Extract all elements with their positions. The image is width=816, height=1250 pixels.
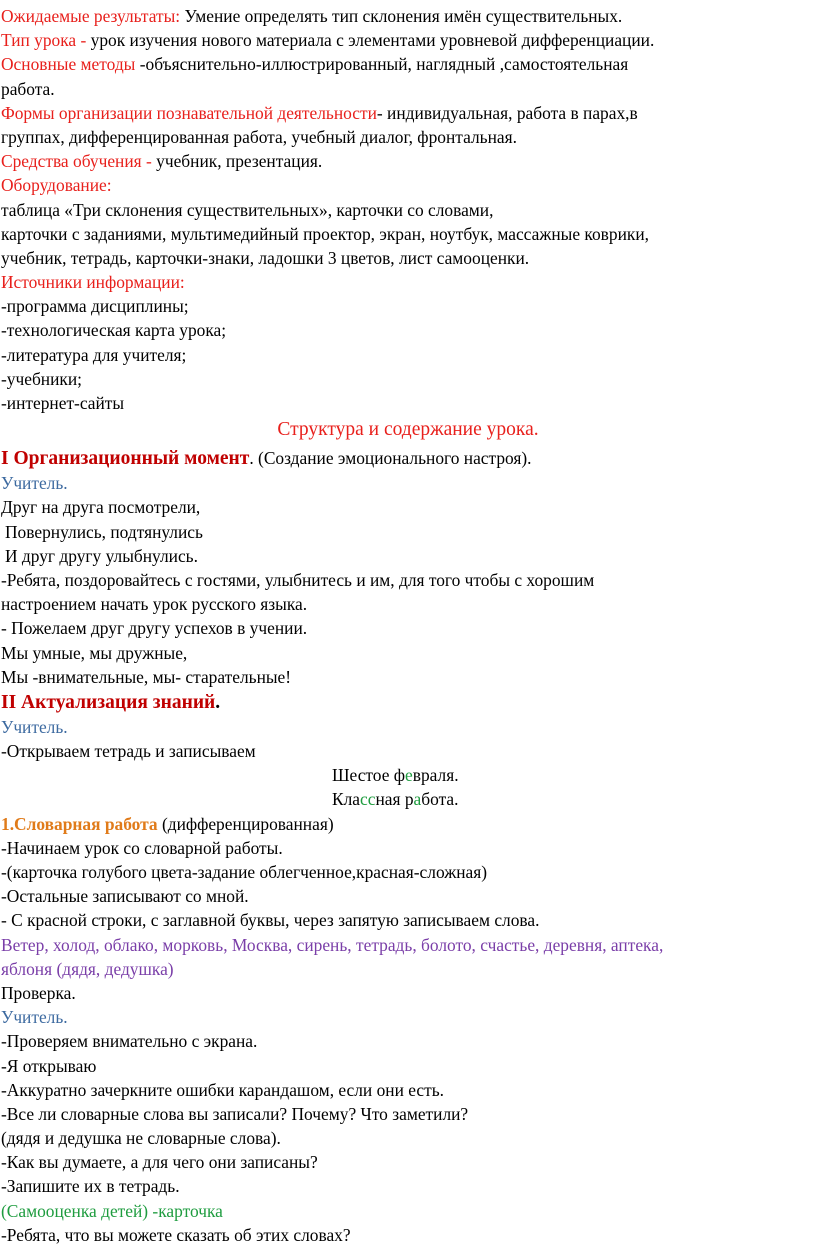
classwork-highlight: а <box>413 789 422 810</box>
methods-text: -объяснительно-иллюстрированный, наглядный ,самостоятельная <box>139 54 629 75</box>
section1-line: Мы умные, мы дружные, <box>1 642 188 663</box>
forms-line-2: группах, дифференцированная работа, учебный диалог, фронтальная. <box>1 126 517 147</box>
equipment-line: карточки с заданиями, мультимедийный проектор, экран, ноутбук, массажные коврики, <box>1 223 649 244</box>
source-item: -литература для учителя; <box>1 344 187 365</box>
classwork-line <box>0 787 816 811</box>
classwork-highlight: сс <box>360 789 376 810</box>
section1-line: - Пожелаем друг другу успехов в учении. <box>1 618 308 639</box>
vocab-heading: 1.Словарная работа <box>1 813 158 834</box>
section1-line: Друг на друга посмотрели, <box>1 497 201 518</box>
section2-heading-dot: . <box>215 691 221 713</box>
section1-line: Мы -внимательные, мы- старательные! <box>1 666 292 687</box>
equipment-line: таблица «Три склонения существительных», карточки со словами, <box>1 199 494 220</box>
lesson-type-text: урок изучения нового материала с элементами уровневой дифференциации. <box>90 30 655 51</box>
self-eval-line: (Самооценка детей) -карточка <box>1 1200 223 1221</box>
last-line: -Ребята, что вы можете сказать об этих словах? <box>1 1224 351 1245</box>
means-text: учебник, презентация. <box>156 151 323 172</box>
section1-line: -Ребята, поздоровайтесь с гостями, улыбнитесь и им, для того чтобы с хорошим <box>1 569 595 590</box>
section2-heading-line <box>0 689 816 715</box>
source-item: -интернет-сайты <box>1 393 125 413</box>
methods-line <box>0 52 816 76</box>
open-notebook-line: -Открываем тетрадь и записываем <box>1 741 256 762</box>
section1-line: И друг другу улыбнулись. <box>5 545 198 566</box>
teacher-label: Учитель. <box>1 1007 68 1028</box>
section2-heading: II Актуализация знаний <box>1 691 216 713</box>
section1-line: Повернулись, подтянулись <box>5 521 203 542</box>
forms-line <box>0 101 816 125</box>
section1-heading: I Организационный момент <box>1 448 250 470</box>
methods-label: Основные методы <box>1 54 140 75</box>
structure-title: Структура и содержание урока. <box>277 419 539 441</box>
check-line: -Как вы думаете, а для чего они записаны? <box>1 1152 318 1173</box>
check-line: -Проверяем внимательно с экрана. <box>1 1031 258 1052</box>
check-line: -Все ли словарные слова вы записали? Почему? Что заметили? <box>1 1103 469 1124</box>
vocab-note: (дифференцированная) <box>157 813 334 834</box>
check-line: -Запишите их в тетрадь. <box>1 1176 180 1197</box>
methods-line-2: работа. <box>1 78 55 99</box>
forms-label: Формы организации познавательной деятельности <box>1 102 377 123</box>
lesson-type-label: Тип урока - <box>1 30 91 51</box>
check-line: (дядя и дедушка не словарные слова). <box>1 1128 281 1149</box>
sources-label: Источники информации: <box>1 272 185 293</box>
equipment-label: Оборудование: <box>1 175 112 196</box>
date-highlight: е <box>405 765 413 786</box>
classwork-part: бота. <box>421 789 459 810</box>
means-label: Средства обучения - <box>1 151 157 172</box>
vocab-words: яблоня (дядя, дедушка) <box>1 958 174 979</box>
check-line: -Я открываю <box>1 1055 97 1076</box>
lesson-type-line <box>0 28 816 52</box>
results-label: Ожидаемые результаты: <box>1 6 181 26</box>
equipment-line: учебник, тетрадь, карточки-знаки, ладошки 3 цветов, лист самооценки. <box>1 247 530 268</box>
date-part: Шестое ф <box>332 765 406 786</box>
section1-heading-note: . (Создание эмоционального настроя). <box>249 448 532 469</box>
means-line <box>0 149 816 173</box>
classwork-part: Кла <box>332 789 360 810</box>
check-label: Проверка. <box>1 982 76 1003</box>
classwork-part: ная р <box>375 789 414 810</box>
section1-heading-line <box>0 445 816 471</box>
results-text: Умение определять тип склонения имён существительных. <box>180 6 623 26</box>
teacher-label: Учитель. <box>1 473 68 494</box>
check-line: -Аккуратно зачеркните ошибки карандашом, если они есть. <box>1 1079 444 1100</box>
vocab-heading-line <box>0 812 816 836</box>
section1-line: настроением начать урок русского языка. <box>1 594 308 615</box>
vocab-line: - С красной строки, с заглавной буквы, через запятую записываем слова. <box>1 910 540 931</box>
date-part: враля. <box>412 765 459 786</box>
teacher-label: Учитель. <box>1 716 68 737</box>
vocab-line: -Остальные записывают со мной. <box>1 886 249 907</box>
source-item: -технологическая карта урока; <box>1 320 227 341</box>
source-item: -программа дисциплины; <box>1 296 189 317</box>
forms-text: - индивидуальная, работа в парах,в <box>376 102 638 123</box>
vocab-line: -Начинаем урок со словарной работы. <box>1 837 283 858</box>
vocab-line: -(карточка голубого цвета-задание облегченное,красная-сложная) <box>1 862 488 882</box>
source-item: -учебники; <box>1 368 83 389</box>
vocab-words: Ветер, холод, облако, морковь, Москва, сирень, тетрадь, болото, счастье, деревня, аптека, <box>1 934 664 955</box>
results-line <box>0 4 816 28</box>
date-line <box>0 763 816 787</box>
